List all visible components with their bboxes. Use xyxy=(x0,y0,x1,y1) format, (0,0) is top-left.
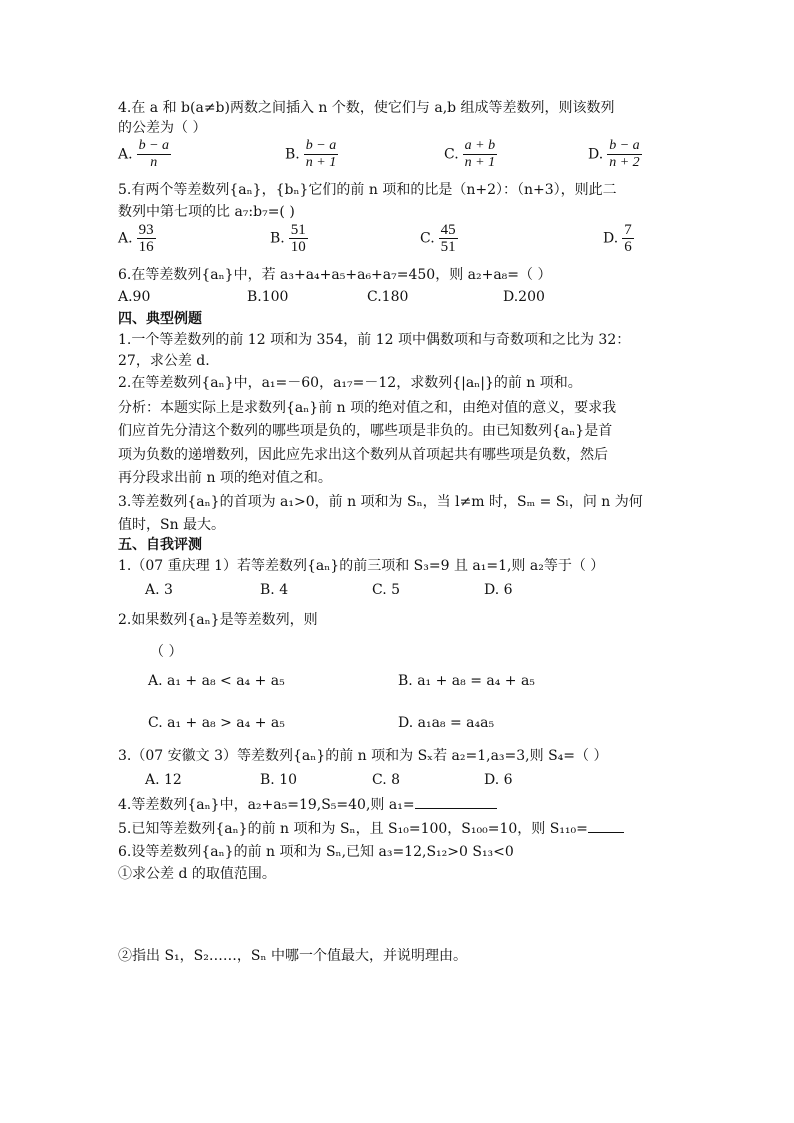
analysis-line2: 们应首先分清这个数列的哪些项是负的，哪些项是非负的。由已知数列{aₙ}是首 xyxy=(118,423,613,439)
eval-q1: 1.（07 重庆理 1）若等差数列{aₙ}的前三项和 S₃=9 且 a₁=1,则 a₂等于（ ） xyxy=(118,558,605,574)
eval-q6: 6.设等差数列{aₙ}的前 n 项和为 Sₙ,已知 a₃=12,S₁₂>0 S₁₃<0 xyxy=(118,844,514,860)
q6-option-b: B.100 xyxy=(247,289,289,305)
example3-line1: 3.等差数列{aₙ}的首项为 a₁>0，前 n 项和为 Sₙ，当 l≠m 时，Sₘ = Sₗ，问 n 为何 xyxy=(118,494,643,510)
answer-blank[interactable] xyxy=(588,818,624,833)
eval-q3: 3.（07 安徽文 3）等差数列{aₙ}的前 n 项和为 Sₓ若 a₂=1,a₃=3,则 S₄=（ ） xyxy=(118,748,608,764)
q5-option-c: C. $\frac{45}{51}$ xyxy=(420,222,456,255)
eval-q2-option-b: B. a₁ + a₈ = a₄ + a₅ xyxy=(398,673,535,689)
analysis-line1: 分析：本题实际上是求数列{aₙ}前 n 项的绝对值之和，由绝对值的意义，要求我 xyxy=(118,400,617,416)
q5-line2: 数列中第七项的比 a₇:b₇=( ) xyxy=(118,204,295,220)
section5-heading: 五、自我评测 xyxy=(118,537,202,553)
eval-q3-option-d: D. 6 xyxy=(484,772,513,788)
eval-q1-option-a: A. 3 xyxy=(145,582,173,598)
example3-line2: 值时，Sn 最大。 xyxy=(118,517,226,533)
q4-option-a: A. $\frac{b - a}{n}$ xyxy=(118,138,170,170)
eval-q3-option-c: C. 8 xyxy=(372,772,401,788)
q6-option-c: C.180 xyxy=(367,289,409,305)
example1-line2: 27，求公差 d. xyxy=(118,353,210,369)
q4-line2: 的公差为（ ） xyxy=(118,120,207,136)
eval-q2-paren: （ ） xyxy=(150,644,183,660)
q5-option-a: A. $\frac{93}{16}$ xyxy=(118,222,154,255)
q4-option-d: D. $\frac{b - a}{n + 2}$ xyxy=(588,138,640,170)
eval-q2-option-a: A. a₁ + a₈ < a₄ + a₅ xyxy=(148,673,285,689)
eval-q1-option-c: C. 5 xyxy=(372,582,401,598)
eval-q6-part1: ①求公差 d 的取值范围。 xyxy=(118,866,276,882)
example1-line1: 1.一个等差数列的前 12 项和为 354，前 12 项中偶数项和与奇数项和之比为 32： xyxy=(118,332,631,348)
example2: 2.在等差数列{aₙ}中，a₁=－60，a₁₇=－12，求数列{|aₙ|}的前 n 项和。 xyxy=(118,375,582,391)
eval-q2: 2.如果数列{aₙ}是等差数列，则 xyxy=(118,612,318,628)
section4-heading: 四、典型例题 xyxy=(118,311,202,327)
eval-q2-option-d: D. a₁a₈ = a₄a₅ xyxy=(398,715,495,731)
eval-q3-option-b: B. 10 xyxy=(260,772,298,788)
eval-q5: 5.已知等差数列{aₙ}的前 n 项和为 Sₙ，且 S₁₀=100，S₁₀₀=10，则 S₁₁₀= xyxy=(118,818,624,839)
eval-q4: 4.等差数列{aₙ}中，a₂+a₅=19,S₅=40,则 a₁= xyxy=(118,794,497,815)
analysis-line3: 项为负数的递增数列，因此应先求出这个数列从首项起共有哪些项是负数，然后 xyxy=(118,447,608,463)
q6-option-a: A.90 xyxy=(118,289,151,305)
q6-option-d: D.200 xyxy=(503,289,545,305)
answer-blank[interactable] xyxy=(415,794,497,809)
analysis-line4: 再分段求出前 n 项的绝对值之和。 xyxy=(118,470,332,486)
q4-option-c: C. $\frac{a + b}{n + 1}$ xyxy=(444,138,496,170)
q5-option-d: D. $\frac{7}{6}$ xyxy=(603,222,632,255)
q4-option-b: B. $\frac{b - a}{n + 1}$ xyxy=(285,138,337,170)
eval-q1-option-d: D. 6 xyxy=(484,582,513,598)
q6-line1: 6.在等差数列{aₙ}中，若 a₃+a₄+a₅+a₆+a₇=450，则 a₂+a₈=（ ） xyxy=(118,267,552,283)
q5-option-b: B. $\frac{51}{10}$ xyxy=(270,222,306,255)
eval-q3-option-a: A. 12 xyxy=(145,772,182,788)
eval-q2-option-c: C. a₁ + a₈ > a₄ + a₅ xyxy=(148,715,285,731)
eval-q6-part2: ②指出 S₁，S₂……，Sₙ 中哪一个值最大，并说明理由。 xyxy=(118,948,467,964)
q4-line1: 4.在 a 和 b(a≠b)两数之间插入 n 个数，使它们与 a,b 组成等差数列，则该数列 xyxy=(118,100,615,116)
q5-line1: 5.有两个等差数列{aₙ}，{bₙ}它们的前 n 项和的比是（n+2）：（n+3），则此二 xyxy=(118,182,617,198)
eval-q1-option-b: B. 4 xyxy=(260,582,289,598)
